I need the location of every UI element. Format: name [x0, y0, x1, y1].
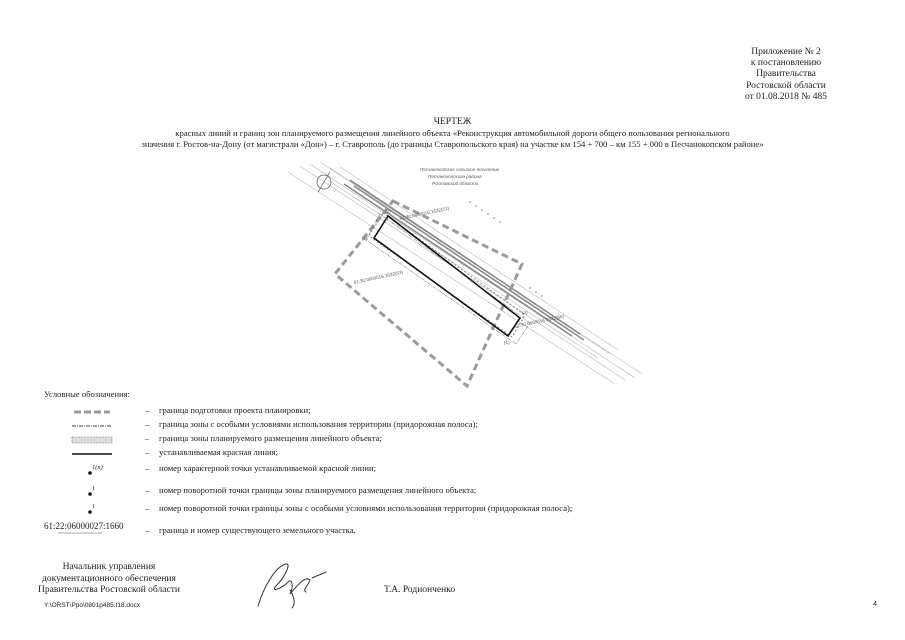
planning-boundary-symbol [44, 405, 144, 419]
title-line: значения г. Ростов-на-Дону (от магистрали «Дон») – г. Ставрополь (до границы Ставропольского края) на участке км 154 + 700 – км 155 + 000 в Песчанокопском районе» [141, 139, 764, 149]
signer-name: Т.А. Родионченко [384, 585, 456, 595]
red-line-symbol [44, 447, 144, 461]
title-line: красных линий и границ зон планируемого размещения линейного объекта «Реконструкция автомобильной дороги общего пользования регионального [175, 128, 730, 138]
parcel-underline [44, 531, 144, 545]
appendix-header [745, 47, 827, 103]
signer-position: Начальник управления [62, 562, 156, 572]
parcel-label: 61:30:0600016:1632(51) [399, 205, 450, 221]
north-arrow-icon [317, 172, 331, 192]
page-number: 4 [873, 601, 877, 608]
settlement-label: Ростовской области [432, 181, 479, 186]
settlement-label: Песчанокопского района [428, 174, 482, 179]
legend-dash: – [145, 525, 150, 535]
strip-point-symbol [44, 503, 144, 517]
signer-position: документационного обеспечения [42, 573, 176, 584]
legend-dash: – [145, 405, 150, 415]
point-label: (2) [362, 236, 368, 241]
site-plan-drawing [280, 158, 650, 388]
legend [44, 389, 573, 535]
handwritten-signature [250, 556, 330, 612]
legend-text: номер поворотной точки границы зоны планируемого размещения линейного объекта; [159, 485, 477, 495]
survey-dots [469, 201, 543, 297]
legend-dash: – [145, 503, 150, 513]
settlement-label: Песчанокопское сельское поселение [420, 167, 500, 172]
appendix-line: к постановлению [750, 58, 822, 69]
point-label: (1) [504, 340, 510, 345]
legend-text: граница зоны планируемого размещения линейного объекта; [159, 433, 382, 443]
legend-dash: – [145, 419, 150, 429]
point-label: (3) [385, 209, 391, 214]
symbol-label: 1 [92, 486, 95, 492]
legend-dash: – [145, 447, 150, 457]
appendix-line: Правительства [756, 69, 816, 80]
legend-text: устанавливаемая красная линия; [159, 447, 278, 457]
document-title [0, 117, 905, 150]
symbol-label: 1(n) [92, 464, 103, 471]
legend-text: номер характерной точки устанавливаемой красной линии; [159, 463, 376, 473]
signer-position: Правительства Ростовской области [38, 585, 180, 595]
legend-dash: – [145, 463, 150, 473]
legend-heading: Условные обозначения: [44, 389, 130, 399]
appendix-line: от 01.08.2018 № 485 [745, 91, 827, 102]
parcel-label: 61:30:0600016:1632(66) [514, 313, 565, 329]
legend-text: граница и номер существующего земельного участка. [159, 525, 356, 535]
legend-dash: – [145, 485, 150, 495]
placement-zone-symbol [44, 433, 144, 447]
point-label: (4) [522, 310, 528, 315]
legend-text: номер поворотной точки границы зоны с особыми условиями использования территории (придорожная полоса); [159, 503, 573, 513]
zone-point-symbol [44, 485, 144, 499]
legend-dash: – [145, 433, 150, 443]
roadside-strip [366, 214, 530, 344]
legend-text: граница подготовки проекта планировки; [159, 405, 311, 415]
legend-text: граница зоны с особыми условиями использования территории (придорожная полоса); [159, 419, 478, 429]
appendix-line: Приложение № 2 [751, 47, 821, 57]
roadside-strip-symbol [44, 419, 144, 433]
road-lines [288, 162, 642, 384]
parcel-label: 61:30:0600016:1632(53) [353, 269, 404, 285]
parcel-number-symbol: 61:22:06000027:1660 [44, 521, 124, 531]
file-path: Y:\ORST\Ppo\0801p485.f18.docx [44, 602, 141, 609]
symbol-label: 1 [92, 504, 95, 510]
red-line-point-symbol [44, 463, 144, 477]
appendix-line: Ростовской области [746, 80, 826, 91]
signature-block [38, 562, 180, 597]
title-heading: ЧЕРТЕЖ [433, 117, 472, 127]
